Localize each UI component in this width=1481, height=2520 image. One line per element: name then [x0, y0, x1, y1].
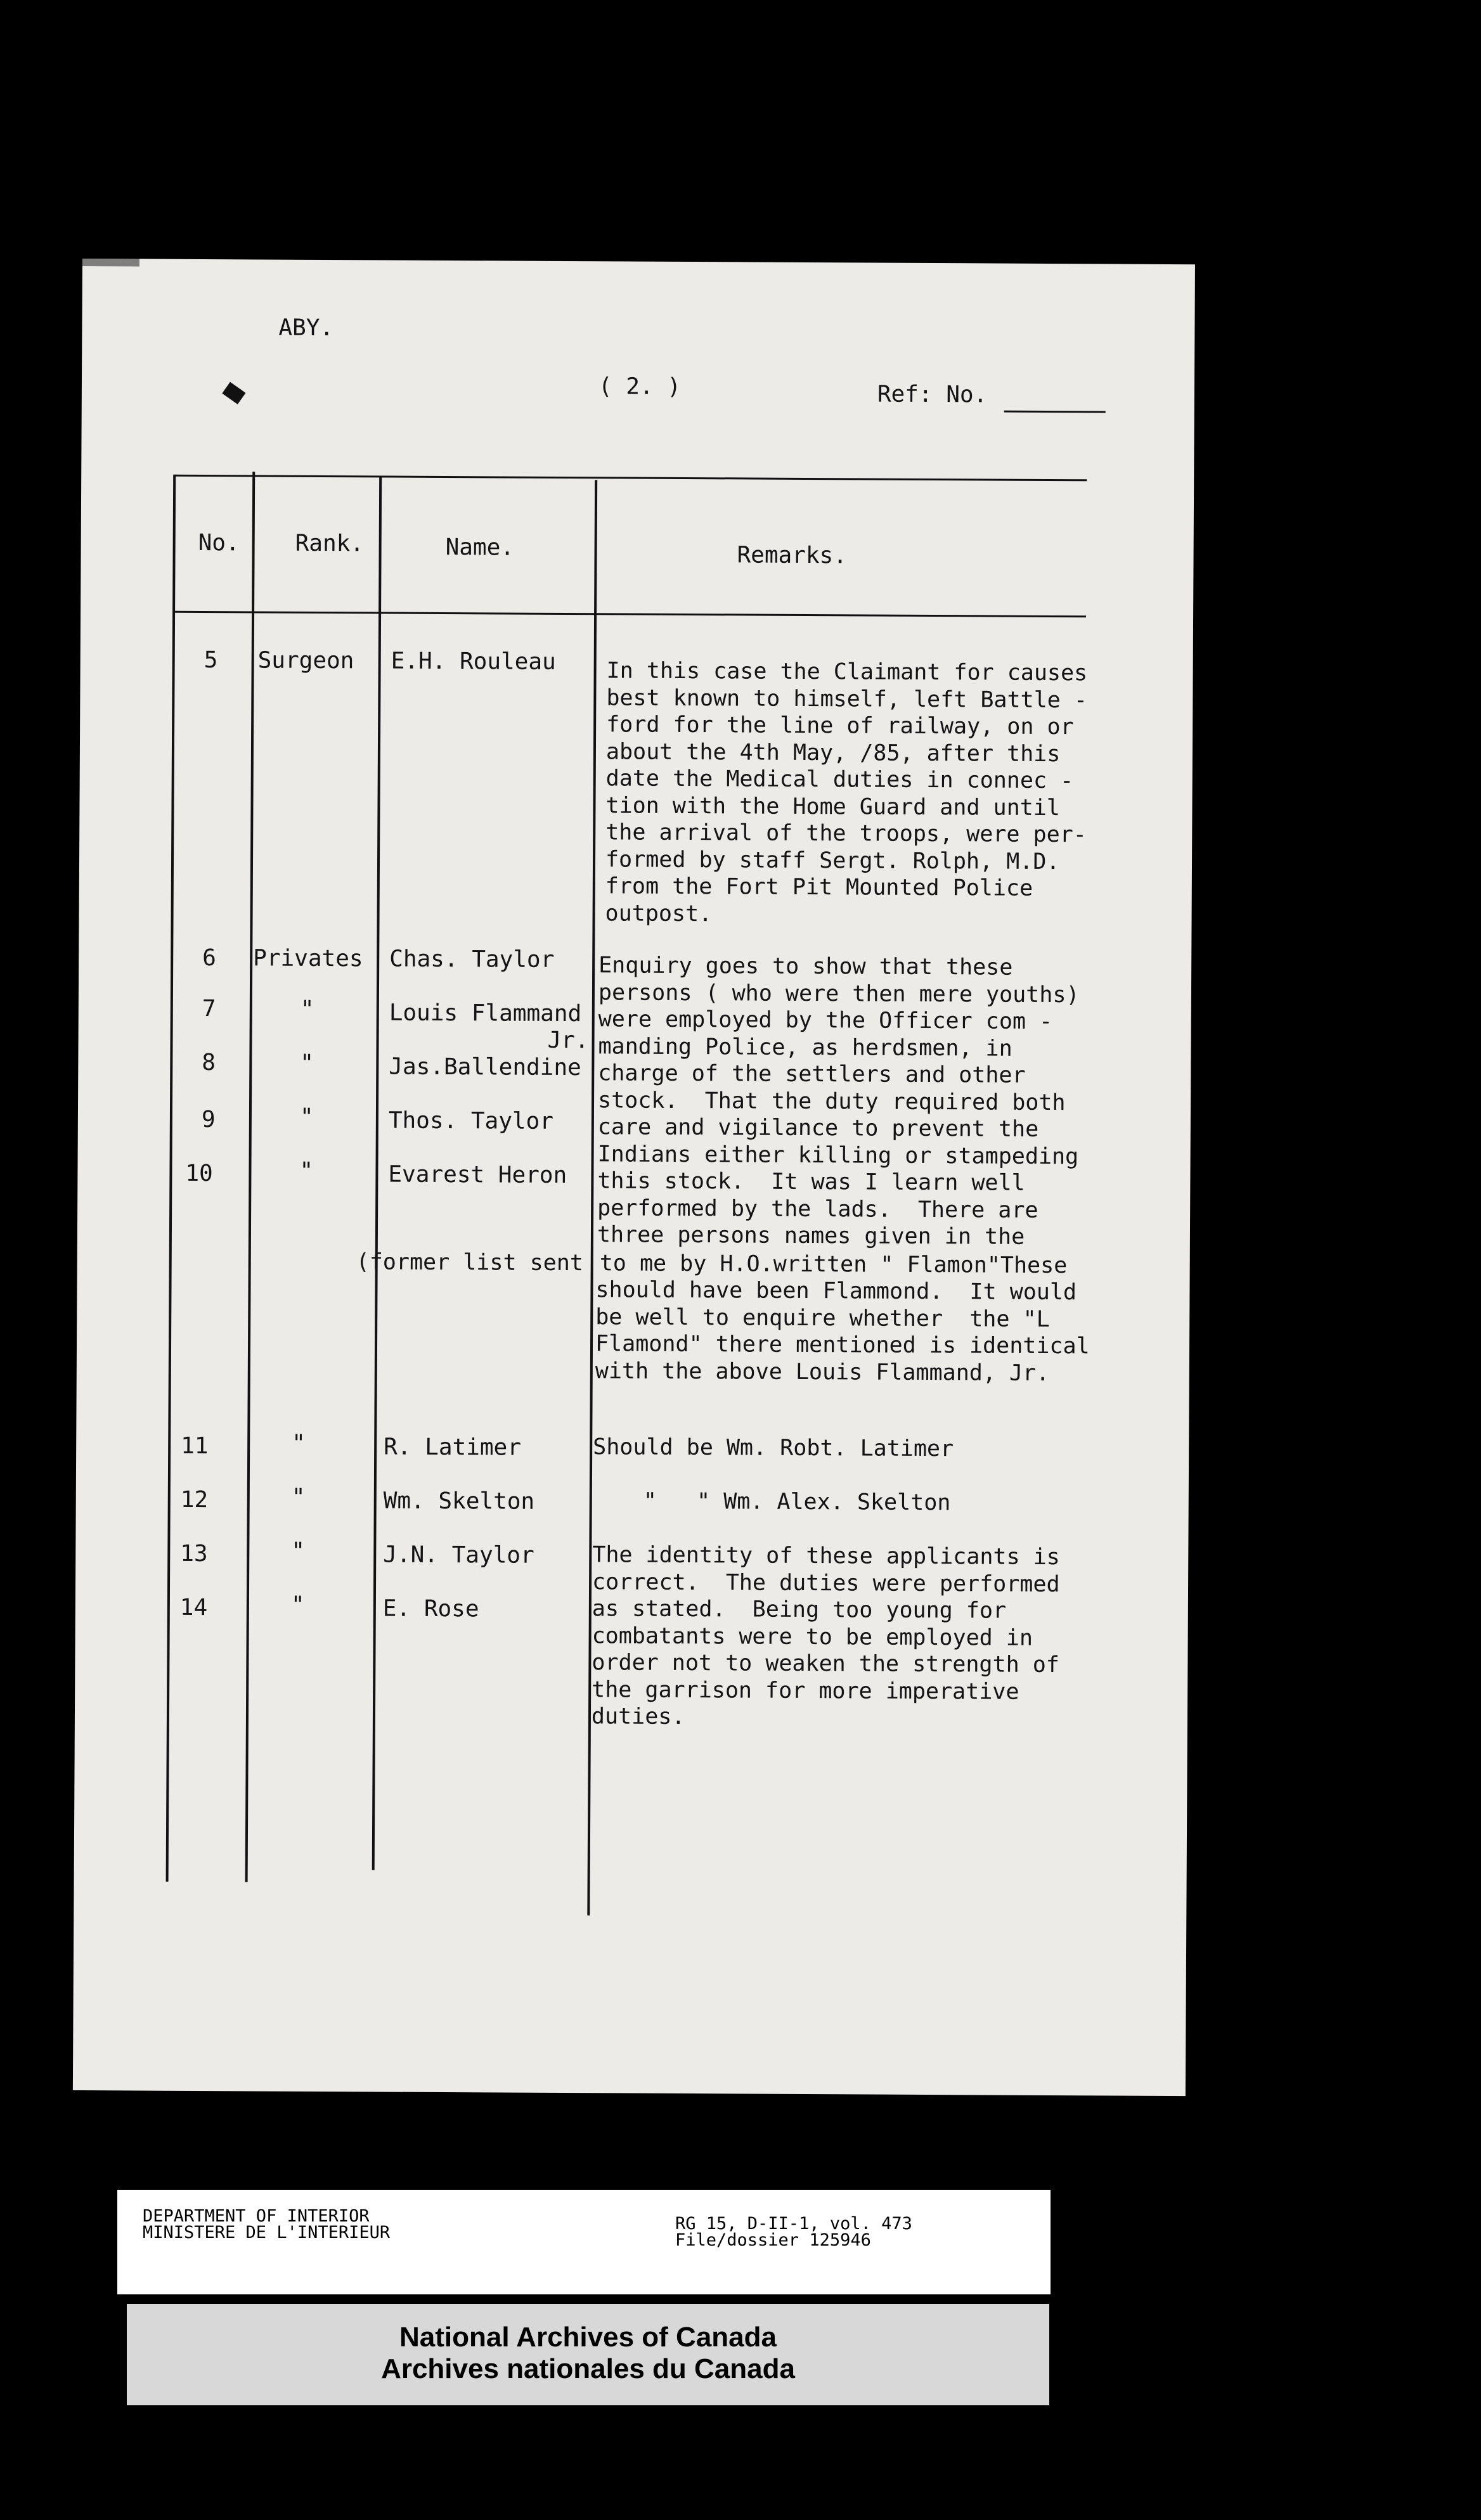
column-divider-rank	[372, 475, 382, 1870]
ref-number-blank	[1004, 411, 1106, 413]
ink-smudge	[82, 259, 139, 266]
table-top-rule	[175, 475, 1087, 482]
row-14-no: 14	[179, 1594, 208, 1621]
remarks-rouleau: In this case the Claimant for causes best known to himself, left Battle - ford for the line of railway, on or about the 4th May, /85, after this date the Medical duties in connec - tion with the Home Guard and until the arrival of the troops, were per- formed by staff Sergt. Rolph, M.D. from the Fort Pit Mounted Police outpost.	[605, 658, 1088, 927]
row-13-name: J.N. Taylor	[383, 1541, 534, 1569]
remarks-privates: Enquiry goes to show that these persons ( who were then mere youths) were employed by the Officer com - manding Police, as herdsmen, in charge of the settlers and other stock. That the duty required both care and vigilance to prevent the Indians either killing or stampeding this stock. It was I learn well performed by the lads. There are three persons names given in the	[597, 953, 1080, 1250]
row-14-rank: "	[290, 1591, 305, 1618]
row-11-name: R. Latimer	[384, 1434, 522, 1461]
row-13-rank: "	[291, 1538, 306, 1564]
archives-french: Archives nationales du Canada	[381, 2353, 795, 2384]
column-header-name: Name.	[445, 534, 515, 561]
row-8-rank: "	[300, 1050, 314, 1076]
row-6-no: 6	[202, 945, 217, 972]
page-number: ( 2. )	[598, 373, 682, 400]
column-header-remarks: Remarks.	[737, 542, 848, 569]
row-9-name: Thos. Taylor	[388, 1107, 554, 1135]
row-10-name: Evarest Heron	[388, 1161, 567, 1189]
remarks-former-list-prefix: (former list sent	[356, 1249, 584, 1276]
archives-banner	[127, 2304, 1049, 2405]
remarks-former-list-rest: to me by H.O.written " Flamon"These	[586, 1250, 1068, 1279]
table-header-rule	[174, 611, 1086, 618]
row-11-rank: "	[292, 1430, 306, 1456]
row-5-rank: Surgeon	[257, 647, 354, 674]
document-page	[73, 259, 1195, 2096]
department-french: MINISTERE DE L'INTERIEUR	[143, 2223, 391, 2242]
row-14-name: E. Rose	[382, 1595, 479, 1623]
row-8-no: 8	[202, 1050, 216, 1076]
remarks-applicants: The identity of these applicants is correct. The duties were performed as stated. Being too young for combatants were to be employed in order not to weaken the strength of the garrison for more imperative duties.	[591, 1542, 1060, 1730]
row-11-no: 11	[181, 1432, 209, 1460]
column-header-rank: Rank.	[295, 530, 365, 557]
row-6-rank: Privates	[253, 945, 363, 972]
row-7-no: 7	[202, 996, 216, 1022]
header-left: ABY.	[278, 314, 334, 342]
row-9-no: 9	[201, 1107, 216, 1133]
row-7-rank: "	[300, 996, 314, 1022]
archive-reference-label	[117, 2190, 1051, 2294]
ref-label: Ref: No.	[877, 381, 988, 408]
row-7-name: Louis Flammand	[389, 1000, 582, 1027]
column-header-no: No.	[198, 529, 240, 556]
record-group: RG 15, D-II-1, vol. 473	[675, 2214, 912, 2234]
row-10-rank: "	[299, 1157, 314, 1184]
ink-smudge	[222, 382, 245, 404]
remarks-latimer: Should be Wm. Robt. Latimer	[593, 1434, 954, 1462]
row-8-name: Jas.Ballendine	[389, 1053, 581, 1081]
row-10-no: 10	[185, 1160, 213, 1187]
row-12-rank: "	[291, 1484, 306, 1510]
row-7-name-suffix: Jr.	[547, 1027, 589, 1054]
row-12-no: 12	[180, 1486, 209, 1514]
file-number: File/dossier 125946	[675, 2230, 871, 2250]
department-english: DEPARTMENT OF INTERIOR	[143, 2206, 370, 2226]
row-13-no: 13	[180, 1540, 208, 1567]
remarks-privates-end: should have been Flammond. It would be well to enquire whether the "L Flamond" there mentioned is identical with the above Louis Flammand, Jr.	[595, 1277, 1090, 1386]
row-6-name: Chas. Taylor	[389, 946, 555, 973]
row-9-rank: "	[299, 1103, 314, 1130]
row-5-no: 5	[204, 647, 218, 674]
row-12-name: Wm. Skelton	[383, 1488, 535, 1515]
row-5-name: E.H. Rouleau	[391, 648, 556, 675]
column-divider-no	[245, 472, 255, 1882]
table-left-border	[166, 475, 176, 1882]
archives-english: National Archives of Canada	[399, 2322, 777, 2353]
remarks-skelton: " " Wm. Alex. Skelton	[643, 1488, 951, 1516]
